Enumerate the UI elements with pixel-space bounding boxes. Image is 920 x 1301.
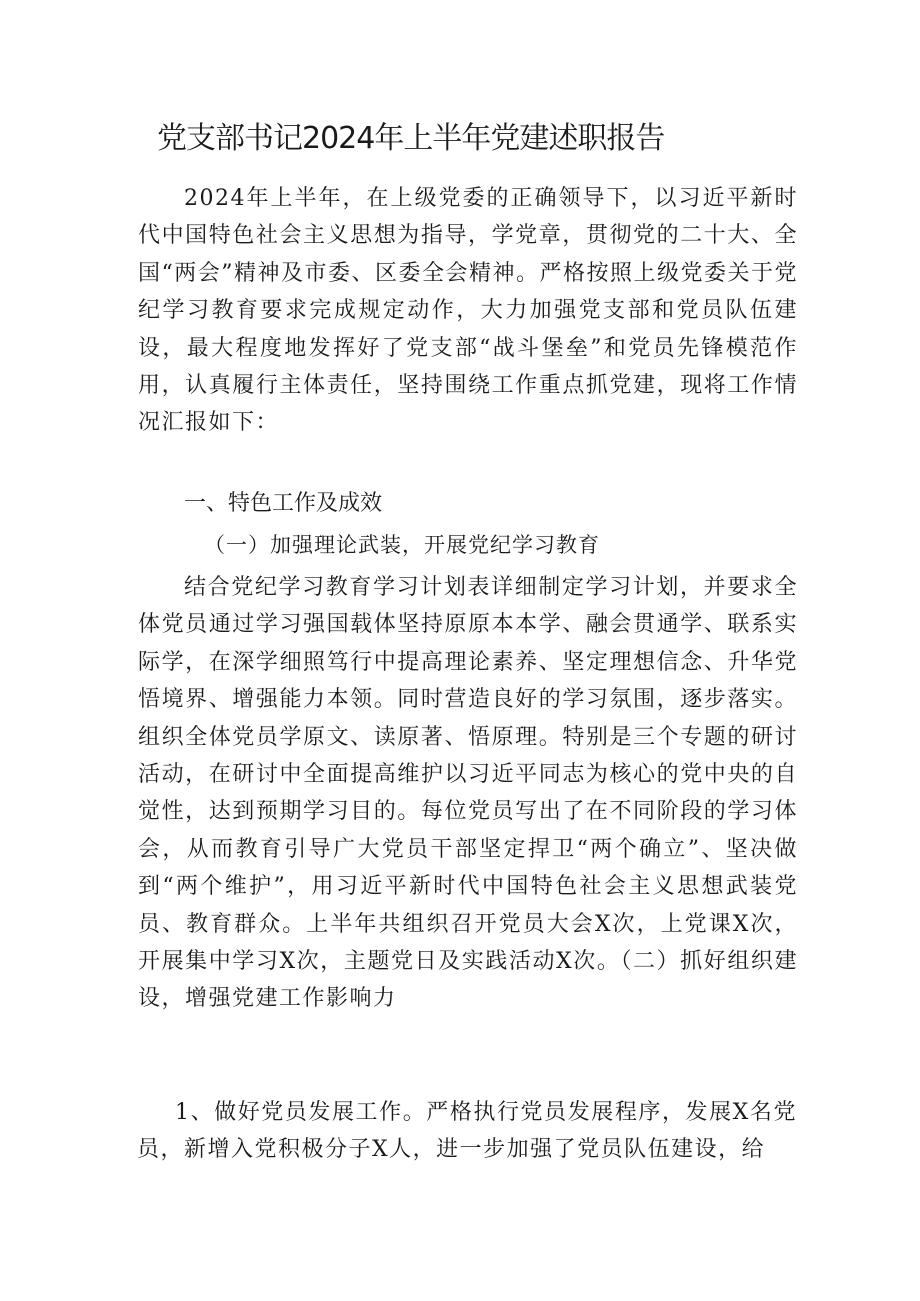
study-paragraph: 结合党纪学习教育学习计划表详细制定学习计划，并要求全体党员通过学习强国载体坚持原原本本学、融会贯通学、联系实际学，在深学细照笃行中提高理论素养、坚定理想信念、升华党悟境界、增强能力本领。同时营造良好的学习氛围，逐步落实。组织全体党员学原文、读原著、悟原理。特别是三个专题的研讨活动，在研讨中全面提高维护以习近平同志为核心的党中央的自觉性，达到预期学习目的。每位党员写出了在不同阶段的学习体会，从而教育引导广大党员干部坚定捍卫“两个确立”、坚决做到“两个维护”，用习近平新时代中国特色社会主义思想武装党员、教育群众。上半年共组织召开党员大会X次，上党课X次，开展集中学习X次，主题党日及实践活动X次。（二）抓好组织建设，增强党建工作影响力: [138, 575, 798, 1012]
section-heading: 一、特色工作及成效: [184, 491, 383, 516]
document-title: 党支部书记2024年上半年党建述职报告: [157, 121, 665, 156]
subsection-heading: （一）加强理论武装，开展党纪学习教育: [204, 533, 600, 557]
member-development-paragraph: 1、做好党员发展工作。严格执行党员发展程序，发展X名党员，新增入党积极分子X人，进一步加强了党员队伍建设，给: [137, 1100, 797, 1163]
intro-paragraph: 2024年上半年，在上级党委的正确领导下，以习近平新时代中国特色社会主义思想为指导，学党章，贯彻党的二十大、全国“两会”精神及市委、区委全会精神。严格按照上级党委关于党纪学习教育要求完成规定动作，大力加强党支部和党员队伍建设，最大程度地发挥好了党支部“战斗堡垒”和党员先锋模范作用，认真履行主体责任，坚持围绕工作重点抓党建，现将工作情况汇报如下：: [138, 186, 798, 436]
